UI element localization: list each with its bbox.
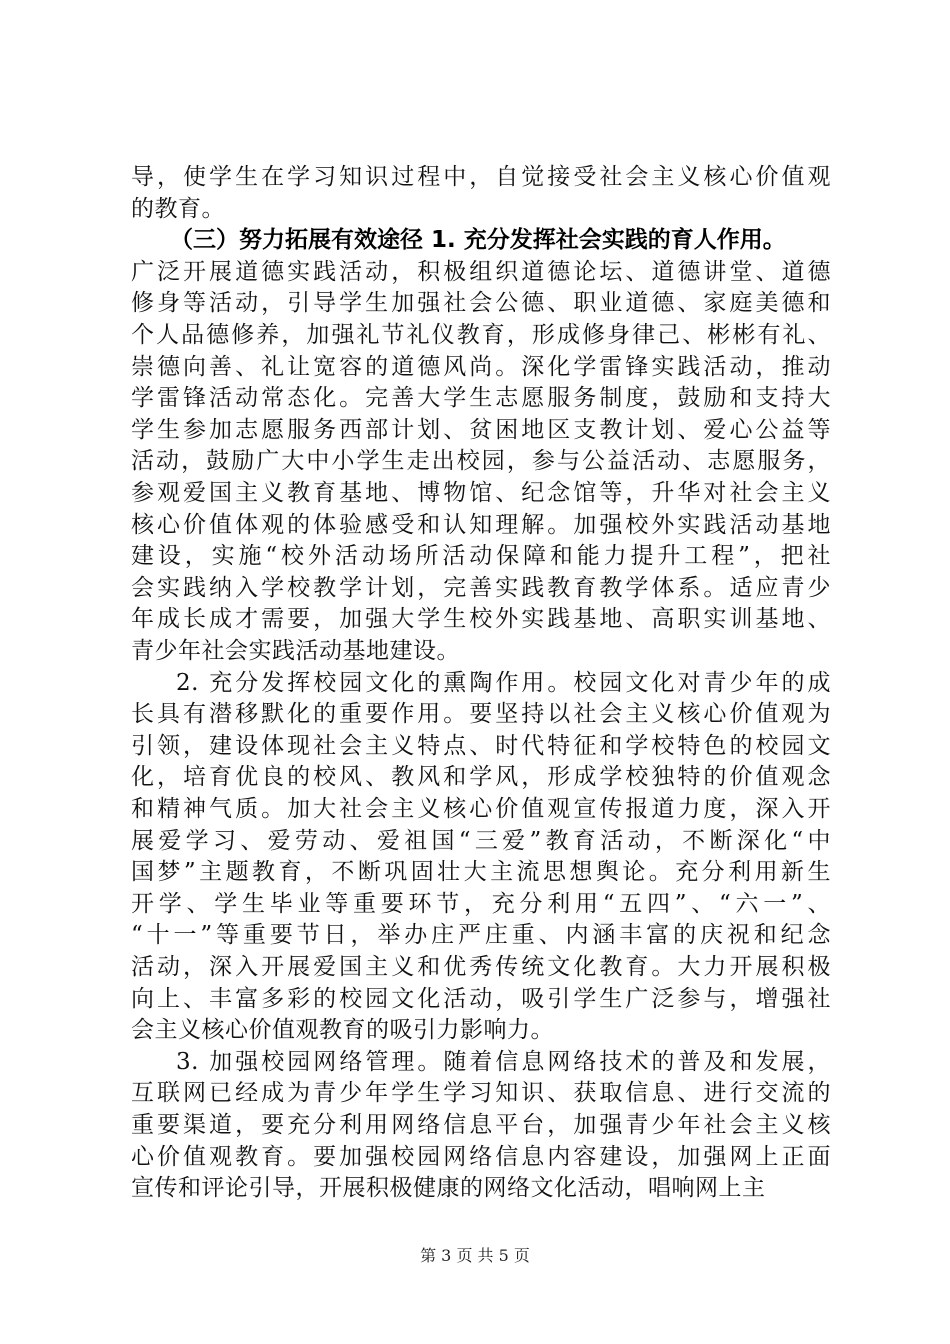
paragraph-first-line: 3. 加强校园网络管理。随着信息网络技术的普及和发展， [176, 1048, 831, 1075]
text-line: 活动，深入开展爱国主义和优秀传统文化教育。大力开展积极 [131, 954, 831, 980]
text-line: 心价值观教育。要加强校园网络信息内容建设，加强网上正面 [131, 1143, 831, 1170]
text-line: 和精神气质。加大社会主义核心价值观宣传报道力度，深入开 [131, 796, 831, 822]
text-line: 崇德向善、礼让宽容的道德风尚。深化学雷锋实践活动，推动 [131, 353, 831, 380]
text-line: 个人品德修养，加强礼节礼仪教育，形成修身律己、彬彬有礼、 [131, 322, 831, 348]
text-line: 重要渠道，要充分利用网络信息平台，加强青少年社会主义核 [131, 1112, 831, 1138]
text-line: 会实践纳入学校教学计划，完善实践教育教学体系。适应青少 [131, 574, 831, 601]
text-line: 化，培育优良的校风、教风和学风，形成学校独特的价值观念 [131, 764, 831, 791]
section-heading: （三）努力拓展有效途径 1. 充分发挥社会实践的育人作用。 [170, 227, 786, 254]
text-line: 互联网已经成为青少年学生学习知识、获取信息、进行交流的 [131, 1080, 831, 1107]
text-line: 活动，鼓励广大中小学生走出校园，参与公益活动、志愿服务， [131, 448, 831, 475]
text-line: 学生参加志愿服务西部计划、贫困地区支教计划、爱心公益等 [131, 416, 831, 443]
text-line: 开学、学生毕业等重要环节，充分利用“五四”、“六一”、 [131, 890, 831, 917]
text-line: 导，使学生在学习知识过程中，自觉接受社会主义核心价值观 [131, 164, 831, 190]
text-line: 青少年社会实践活动基地建设。 [131, 638, 460, 664]
page-footer: 第 3 页 共 5 页 [420, 1246, 530, 1265]
text-line: 修身等活动，引导学生加强社会公德、职业道德、家庭美德和 [131, 290, 831, 317]
text-line: 国梦”主题教育，不断巩固壮大主流思想舆论。充分利用新生 [131, 859, 831, 886]
text-line: 向上、丰富多彩的校园文化活动，吸引学生广泛参与，增强社 [131, 985, 831, 1012]
paragraph-first-line: 2. 充分发挥校园文化的熏陶作用。校园文化对青少年的成 [176, 669, 831, 696]
text-line: 建设，实施“校外活动场所活动保障和能力提升工程”，把社 [131, 543, 831, 570]
text-line: 会主义核心价值观教育的吸引力影响力。 [131, 1017, 554, 1044]
text-line: 宣传和评论引导，开展积极健康的网络文化活动，唱响网上主 [131, 1175, 766, 1202]
text-line: 广泛开展道德实践活动，积极组织道德论坛、道德讲堂、道德 [131, 258, 831, 285]
text-line: 的教育。 [131, 195, 225, 222]
text-line: 年成长成才需要，加强大学生校外实践基地、高职实训基地、 [131, 606, 831, 633]
text-line: “十一”等重要节日，举办庄严庄重、内涵丰富的庆祝和纪念 [131, 922, 831, 949]
text-line: 长具有潜移默化的重要作用。要坚持以社会主义核心价值观为 [131, 701, 831, 728]
text-line: 学雷锋活动常态化。完善大学生志愿服务制度，鼓励和支持大 [131, 385, 831, 412]
text-line: 参观爱国主义教育基地、博物馆、纪念馆等，升华对社会主义 [131, 480, 831, 506]
text-line: 展爱学习、爱劳动、爱祖国“三爱”教育活动，不断深化“中 [131, 827, 831, 854]
text-line: 引领，建设体现社会主义特点、时代特征和学校特色的校园文 [131, 732, 831, 759]
text-line: 核心价值体观的体验感受和认知理解。加强校外实践活动基地 [131, 511, 831, 538]
